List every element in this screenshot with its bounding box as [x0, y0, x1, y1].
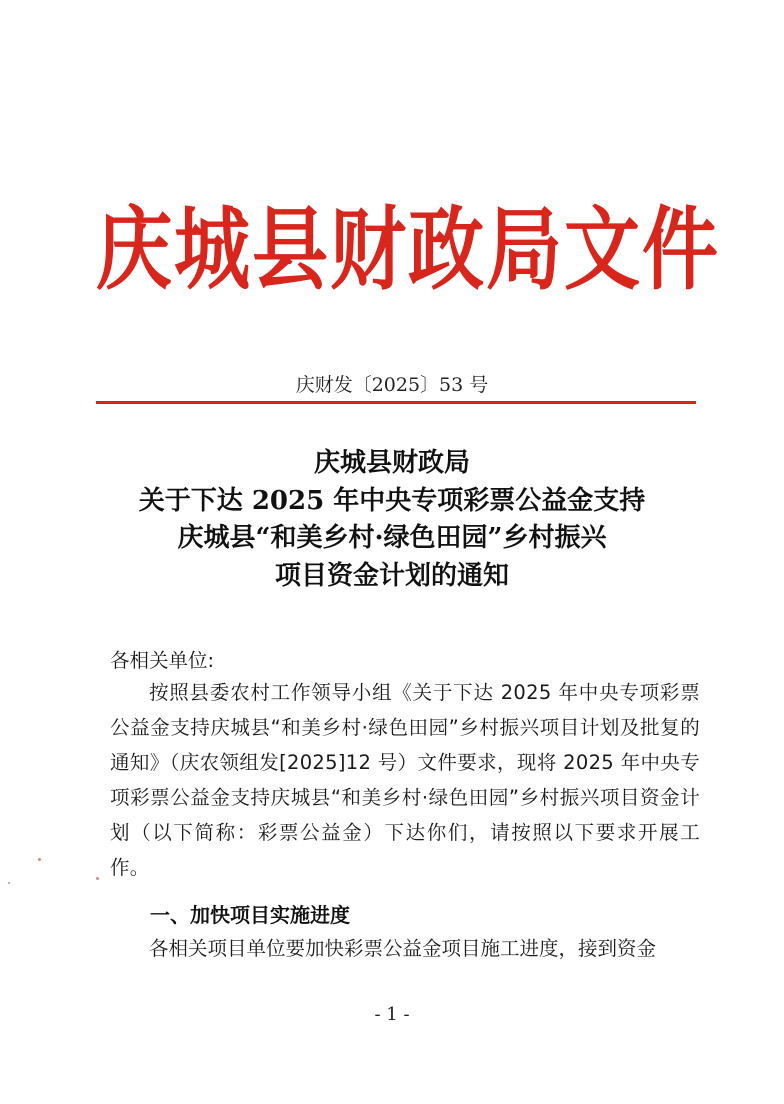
title-line-1: 庆城县财政局: [313, 448, 470, 478]
body-paragraph-2: 各相关项目单位要加快彩票公益金项目施工进度，接到资金: [149, 937, 657, 960]
body-paragraph-1: 按照县委农村工作领导小组《关于下达 2025 年中央专项彩票公益金支持庆城县“和美乡村·绿色田园”乡村振兴项目计划及批复的通知》（庆农领组发[2025]12 号）文件要求，现将 2025 年中央专项彩票公益金支持庆城县“和美乡村·绿色田园”乡村振兴项目资金计划（以下简称：彩票公益金）下达你们，请按照以下要求开展工作。: [110, 681, 700, 879]
title-line-2: 关于下达 2025 年中央专项彩票公益金支持: [138, 485, 646, 516]
title-line-4: 项目资金计划的通知: [274, 560, 509, 591]
section-heading-1: 一、加快项目实施进度: [150, 903, 350, 927]
salutation: 各相关单位:: [110, 649, 215, 672]
scan-speck: [96, 877, 99, 880]
red-divider-line: [96, 401, 696, 404]
document-number: 庆财发〔2025〕53 号: [295, 374, 489, 396]
notice-title: [80, 445, 704, 595]
scan-speck: [8, 882, 10, 884]
title-line-3: 庆城县“和美乡村·绿色田园”乡村振兴: [177, 523, 607, 553]
page-number: - 1 -: [374, 1004, 410, 1025]
scan-speck: [38, 858, 41, 861]
document-masthead: 庆城县财政局文件: [96, 196, 720, 302]
